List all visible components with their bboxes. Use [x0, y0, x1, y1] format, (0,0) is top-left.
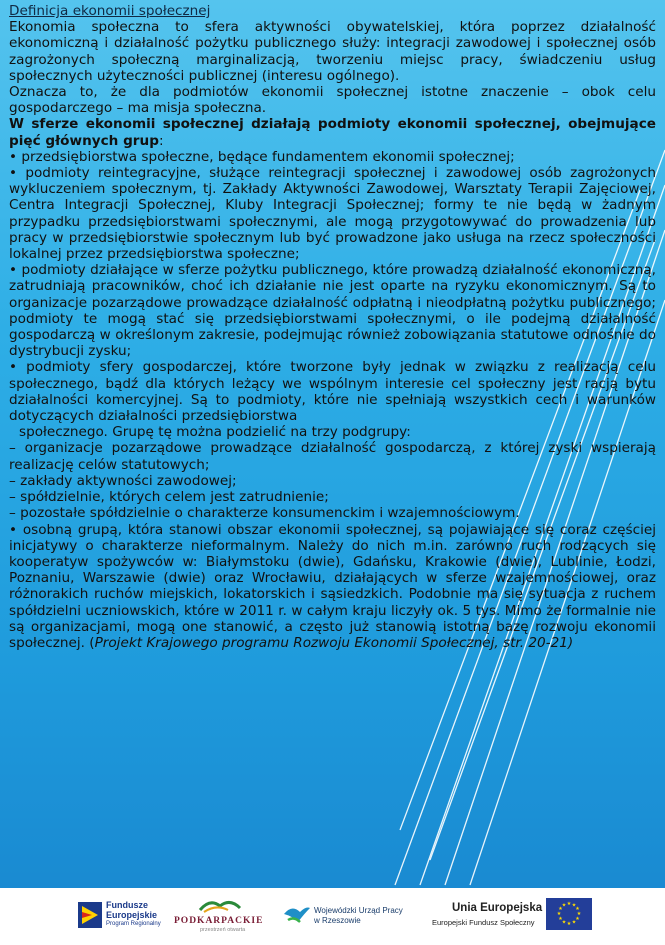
svg-text:★: ★	[571, 902, 577, 909]
ue-label-line2: Europejski Fundusz Społeczny	[432, 918, 535, 927]
podkarpackie-logo	[172, 896, 268, 936]
unia-europejska-logo	[432, 896, 542, 936]
svg-text:★: ★	[558, 916, 563, 923]
svg-text:★: ★	[576, 911, 582, 917]
svg-text:★: ★	[566, 921, 572, 927]
sub-list-item: – organizacje pozarządowe prowadzące działalność gospodarczą, z której zyski wspierają realizację celów statutowych;	[9, 440, 656, 473]
wup-label-line1: Wojewódzki Urząd Pracy	[314, 906, 403, 915]
list-item: • podmioty działające w sferze pożytku publicznego, które prowadzą działalność ekonomiczną, zatrudniają pracowników, choć ich działanie nie jest oparte na ryzyku ekonomicznym. Są to organizacje pozarządowe prowadzące działalność odpłatną i nieodpłatną pożytku publicznego; podmioty te mogą stać się przedsiębiorstwami społecznymi, o ile podejmą działalność gospodarczą w określonym zakresie, podejmując również zobowiązania statutowe odnośnie do dystrybucji zysku;	[9, 262, 656, 360]
podkarpackie-mark-icon	[198, 896, 242, 914]
citation: Projekt Krajowego programu Rozwoju Ekonomii Społecznej, str. 20-21)	[94, 634, 574, 651]
bullet5-text: • osobną grupą, która stanowi obszar ekonomii społecznej, są pojawiające się coraz częściej inicjatywy o charakterze nieformalnym. Należy do nich m.in. zarówno ruch rodzących się kooperatyw spożywców w: Białymstoku (dwie), Gdańsku, Krakowie (dwie), Lublinie, Łodzi, Poznaniu, Warszawie (dwie) oraz Wrocławiu, działających w sferze wzajemnościowej, oraz różnorakich ruchów miejskich, lokatorskich i sąsiedzkich. Podobnie ma się sytuacja z ruchem spółdzielni uczniowskich, które w 2011 r. w całym kraju liczyły ok. 5 tys. Mimo że formalnie nie są organizacjami, mogą one stanowić, a często już stanowią istotną bazę rozwoju ekonomii społecznej. (	[9, 521, 656, 651]
fe-label-line2: Europejskie	[106, 910, 158, 920]
list-item-continuation: społecznego. Grupę tę można podzielić na trzy podgrupy:	[19, 424, 411, 441]
paragraph-groups-intro	[9, 116, 656, 148]
document-body	[9, 3, 656, 651]
svg-text:★: ★	[561, 902, 567, 909]
groups-intro-colon: :	[158, 132, 164, 149]
svg-text:★: ★	[575, 916, 580, 923]
sub-list-item: – pozostałe spółdzielnie o charakterze konsumenckim i wzajemnościowym.	[9, 505, 520, 522]
list-item: • przedsiębiorstwa społeczne, będące fundamentem ekonomii społecznej;	[9, 148, 515, 165]
svg-text:★: ★	[561, 919, 567, 926]
svg-text:★: ★	[575, 905, 580, 912]
paragraph-definition: Ekonomia społeczna to sfera aktywności obywatelskiej, która poprzez działalność ekonomiczną i działalność pożytku publicznego służy: integracji zawodowej i społecznej osób zagrożonych społeczną marginalizacją, tworzeniu miejsc pracy, świadczeniu usług społecznych użyteczności publicznej (interesu ogólnego).	[9, 19, 656, 84]
page-title: Definicja ekonomii społecznej	[9, 3, 211, 19]
ue-label-line1: Unia Europejska	[452, 902, 543, 914]
svg-text:★: ★	[571, 919, 577, 926]
fe-label-line1: Fundusze	[106, 900, 148, 910]
eu-flag-icon	[546, 898, 592, 930]
podkarpackie-label: PODKARPACKIE	[174, 916, 264, 926]
list-item: • podmioty reintegracyjne, służące reintegracji społecznej i zawodowej osób zagrożonych wykluczeniem społecznym, tj. Zakłady Aktywności Zawodowej, Warsztaty Terapii Zajęciowej, Centra Integracji Społecznej, Kluby Integracji Społecznej; formy te nie będą w żadnym przypadku przedsiębiorstwami społecznymi, ale mogą przygotowywać do prowadzenia lub pracy w przedsiębiorstwie społecznym lub być prowadzone jako usługa na rzecz społeczności lokalnej przez przedsiębiorstwa społeczne;	[9, 165, 656, 263]
sub-list-item: – zakłady aktywności zawodowej;	[9, 472, 237, 489]
groups-intro-bold: W sferze ekonomii społecznej działają podmioty ekonomii społecznej, obejmujące pięć głównych grup	[9, 116, 656, 149]
fe-label-line3: Program Regionalny	[106, 921, 161, 927]
fe-flag-icon	[78, 902, 102, 928]
svg-text:★: ★	[556, 911, 562, 917]
eu-stars-icon	[546, 898, 592, 930]
wup-label-line2: w Rzeszowie	[314, 916, 361, 925]
fundusze-europejskie-logo	[78, 896, 166, 936]
svg-text:★: ★	[566, 901, 572, 907]
list-item: • podmioty sfery gospodarczej, które tworzone były jednak w związku z realizacją celu społecznego, bądź dla których leżący we wspólnym interesie cel społeczny jest racją bytu działalności komercyjnej. Są to podmioty, które nie spełniają wszystkich cech i warunków dotyczących działalności przedsiębiorstwa	[9, 359, 656, 425]
wup-bird-icon	[282, 900, 312, 928]
sub-list-item: – spółdzielnie, których celem jest zatrudnienie;	[9, 489, 329, 506]
podkarpackie-tagline: przestrzeń otwarta	[200, 927, 246, 933]
svg-text:★: ★	[558, 905, 563, 912]
paragraph-meaning: Oznacza to, że dla podmiotów ekonomii społecznej istotne znaczenie – obok celu gospodarczego – ma misja społeczna.	[9, 84, 656, 117]
footer-logos	[0, 888, 665, 945]
list-item	[9, 522, 656, 652]
wup-rzeszow-logo	[282, 896, 422, 936]
